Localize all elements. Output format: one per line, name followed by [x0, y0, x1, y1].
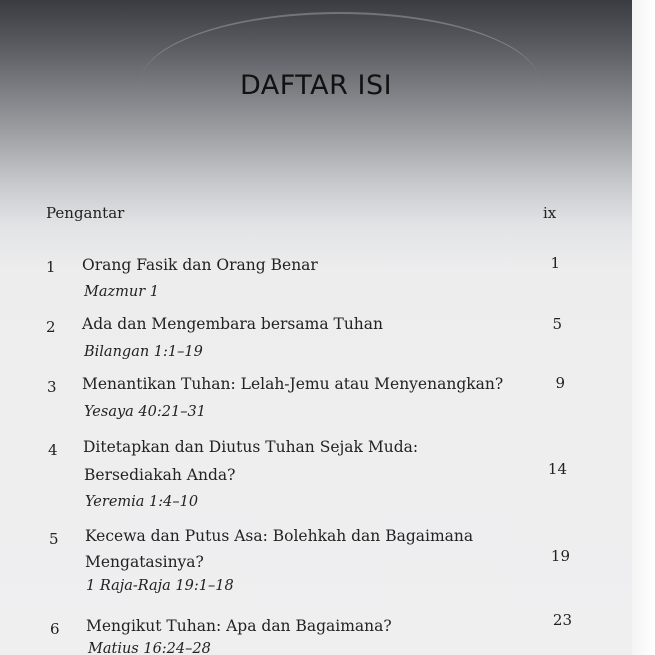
chapter-reference: Bilangan 1:1–19 [84, 344, 203, 360]
intro-label: Pengantar [46, 204, 125, 222]
page-title: DAFTAR ISI [239, 70, 393, 101]
chapter-page-number: 1 [550, 254, 560, 272]
chapter-reference: 1 Raja-Raja 19:1–18 [86, 578, 234, 594]
chapter-reference: Yesaya 40:21–31 [84, 404, 206, 420]
chapter-title: Orang Fasik dan Orang Benar [82, 256, 318, 274]
chapter-page-number: 23 [552, 611, 572, 629]
chapter-title: Kecewa dan Putus Asa: Bolehkah dan Bagaimana [85, 527, 474, 545]
chapter-page-number: 19 [550, 547, 570, 565]
chapter-number: 4 [48, 441, 58, 459]
chapter-title: Menantikan Tuhan: Lelah-Jemu atau Menyenangkan? [82, 375, 504, 393]
chapter-number: 6 [50, 620, 60, 638]
chapter-number: 5 [49, 530, 59, 548]
chapter-reference: Matius 16:24–28 [88, 641, 211, 655]
chapter-title: Mengikut Tuhan: Apa dan Bagaimana? [86, 617, 392, 635]
chapter-page-number: 9 [555, 374, 565, 392]
chapter-title: Ada dan Mengembara bersama Tuhan [82, 315, 384, 333]
chapter-title-continued: Bersediakah Anda? [84, 466, 236, 484]
chapter-title: Ditetapkan dan Diutus Tuhan Sejak Muda: [83, 438, 419, 456]
chapter-reference: Yeremia 1:4–10 [85, 494, 199, 510]
chapter-page-number: 5 [552, 315, 562, 333]
intro-page-number: ix [543, 204, 557, 222]
chapter-number: 1 [46, 258, 56, 276]
chapter-title-continued: Mengatasinya? [85, 553, 204, 571]
chapter-number: 2 [46, 318, 56, 336]
chapter-reference: Mazmur 1 [84, 284, 159, 300]
chapter-page-number: 14 [547, 460, 567, 478]
background-edge [632, 0, 655, 655]
chapter-number: 3 [47, 378, 57, 396]
